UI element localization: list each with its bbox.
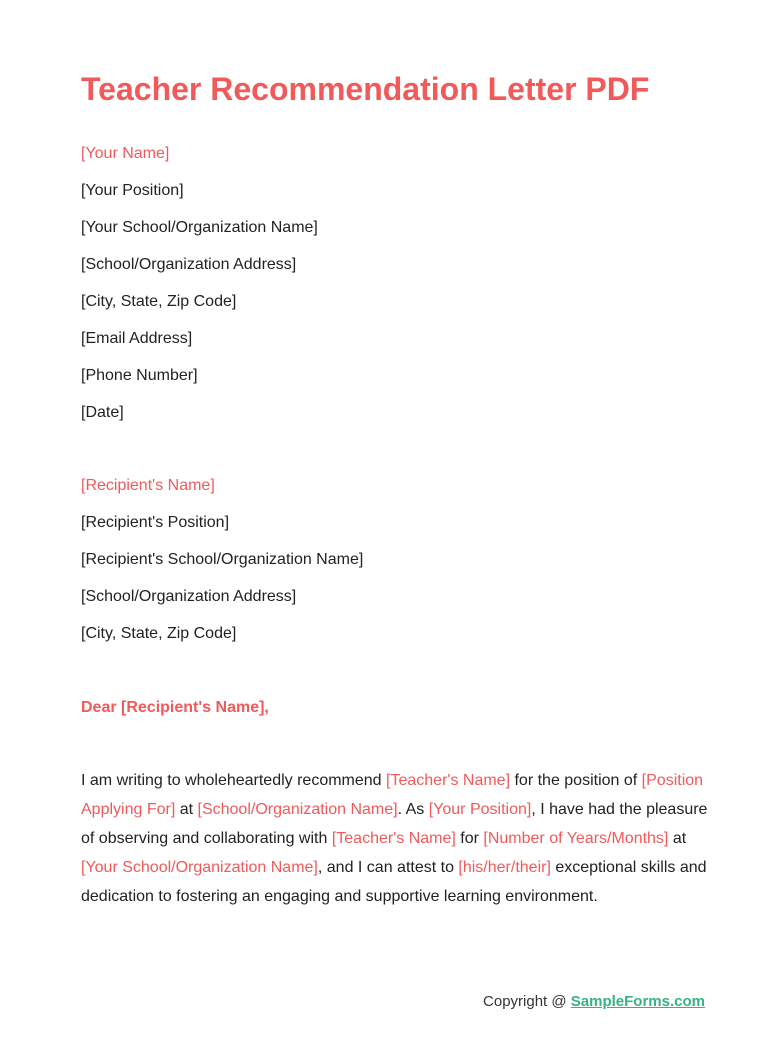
body-text: . As xyxy=(397,801,429,818)
recipient-organization: [Recipient's School/Organization Name] xyxy=(81,551,364,568)
body-paragraph xyxy=(81,766,709,911)
recipient-name: [Recipient's Name] xyxy=(81,477,215,494)
placeholder-position-applying-for: [Position Applying For] xyxy=(81,772,704,818)
copyright-footer xyxy=(483,991,705,1013)
recipient-address: [School/Organization Address] xyxy=(81,588,297,605)
body-text: for the position of xyxy=(510,772,642,789)
sender-city-state-zip: [City, State, Zip Code] xyxy=(81,293,237,310)
body-text: exceptional skills and dedication to fostering an engaging and supportive learning environment. xyxy=(81,859,707,905)
body-text: at xyxy=(668,830,687,847)
placeholder-your-position: [Your Position] xyxy=(428,801,532,818)
page-title: Teacher Recommendation Letter PDF xyxy=(81,71,650,107)
placeholder-teacher-name: [Teacher's Name] xyxy=(331,830,456,847)
body-text: I am writing to wholeheartedly recommend xyxy=(81,772,387,789)
placeholder-your-school-organization-name: [Your School/Organization Name] xyxy=(81,859,318,876)
body-text: at xyxy=(175,801,198,818)
sender-name: [Your Name] xyxy=(81,145,170,162)
recipient-block xyxy=(81,467,363,652)
sender-block xyxy=(81,135,318,431)
sampleforms-link[interactable]: SampleForms.com xyxy=(570,993,705,1010)
sender-position: [Your Position] xyxy=(81,182,184,199)
body-text: , and I can attest to xyxy=(317,859,459,876)
sender-organization: [Your School/Organization Name] xyxy=(81,219,318,236)
sender-address: [School/Organization Address] xyxy=(81,256,297,273)
placeholder-pronoun: [his/her/their] xyxy=(458,859,551,876)
salutation: Dear [Recipient's Name], xyxy=(81,699,269,716)
sender-email: [Email Address] xyxy=(81,330,193,347)
body-text: , I have had the pleasure of observing and collaborating with xyxy=(81,801,708,847)
recipient-city-state-zip: [City, State, Zip Code] xyxy=(81,625,237,642)
placeholder-school-organization-name: [School/Organization Name] xyxy=(197,801,398,818)
body-text: for xyxy=(455,830,484,847)
sender-phone: [Phone Number] xyxy=(81,367,198,384)
placeholder-years-months: [Number of Years/Months] xyxy=(483,830,669,847)
copyright-prefix: Copyright @ xyxy=(483,993,571,1010)
placeholder-teacher-name: [Teacher's Name] xyxy=(386,772,511,789)
recipient-position: [Recipient's Position] xyxy=(81,514,230,531)
sender-date: [Date] xyxy=(81,404,124,421)
